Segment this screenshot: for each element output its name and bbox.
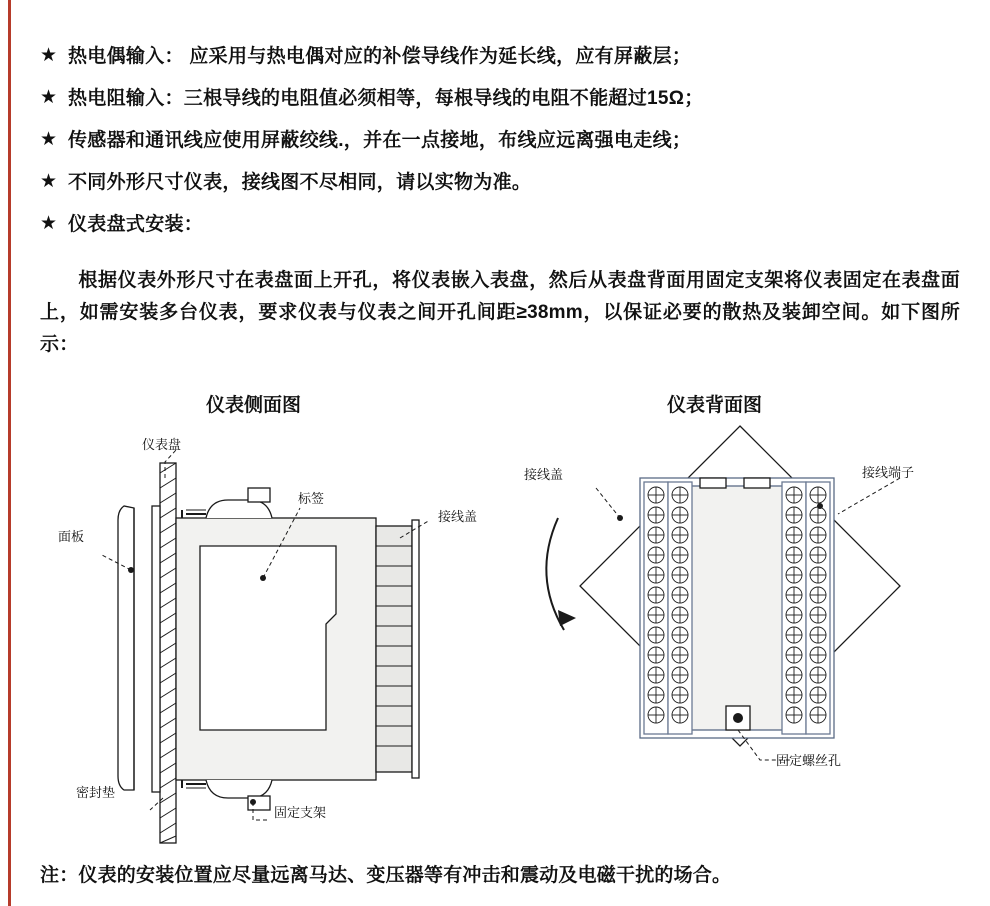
label-screw-hole: 固定螺丝孔 xyxy=(776,753,842,768)
star-icon: ★ xyxy=(40,87,58,108)
list-item xyxy=(40,86,960,111)
list-item xyxy=(40,128,960,153)
body-paragraph xyxy=(40,265,960,361)
list-item-text: 不同外形尺寸仪表，接线图不尽相同，请以实物为准。 xyxy=(68,172,532,193)
figure-area xyxy=(0,378,990,848)
label-front-panel: 面板 xyxy=(58,529,85,544)
body-paragraph-text: 根据仪表外形尺寸在表盘面上开孔，将仪表嵌入表盘，然后从表盘背面用固定支架将仪表固定在表盘面上，如需安装多台仪表，要求仪表与仪表之间开孔间距≥38mm，以保证必要的散热及装卸空间。如下图所示： xyxy=(40,270,960,355)
list-item-text: 热电偶输入： 应采用与热电偶对应的补偿导线作为延长线，应有屏蔽层； xyxy=(68,46,692,67)
star-icon: ★ xyxy=(40,171,58,192)
bullet-list xyxy=(40,44,960,254)
footer-note: 注：仪表的安装位置应尽量远离马达、变压器等有冲击和震动及电磁干扰的场合。 xyxy=(40,865,732,886)
star-icon: ★ xyxy=(40,129,58,150)
label-gasket: 密封垫 xyxy=(76,785,116,800)
label-tag: 标签 xyxy=(298,491,325,506)
star-icon: ★ xyxy=(40,45,58,66)
list-item xyxy=(40,212,960,237)
list-item-text: 传感器和通讯线应使用屏蔽绞线.，并在一点接地，布线应远离强电走线； xyxy=(68,130,692,151)
list-item-text: 热电阻输入：三根导线的电阻值必须相等，每根导线的电阻不能超过15Ω； xyxy=(68,88,704,109)
star-icon: ★ xyxy=(40,213,58,234)
label-panel-board: 仪表盘 xyxy=(142,437,182,452)
list-item xyxy=(40,44,960,69)
label-terminal-block: 接线端子 xyxy=(862,465,915,480)
list-item xyxy=(40,170,960,195)
label-wiring-cover-side: 接线盖 xyxy=(438,509,478,524)
list-item-text: 仪表盘式安装： xyxy=(68,214,204,235)
label-wiring-cover-rear: 接线盖 xyxy=(524,467,564,482)
figure-title-rear-view: 仪表背面图 xyxy=(667,395,763,416)
label-mount-bracket: 固定支架 xyxy=(274,805,327,820)
figure-title-side-view: 仪表侧面图 xyxy=(206,395,302,416)
